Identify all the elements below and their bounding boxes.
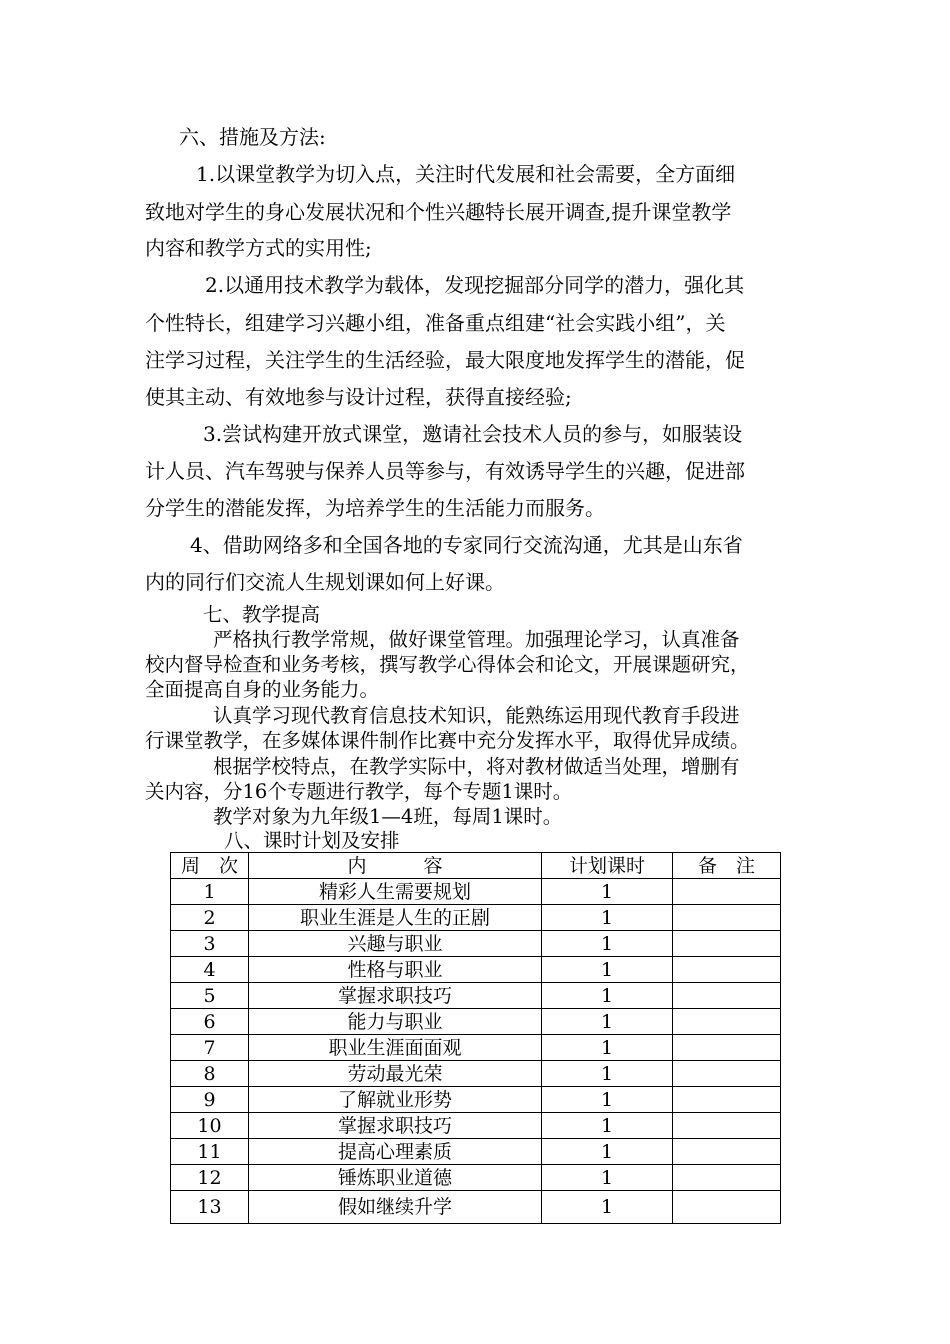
table-row <box>171 931 781 957</box>
cell-hours: 1 <box>542 879 673 905</box>
s6-p1-line2: 致地对学生的身心发展状况和个性兴趣特长展开调查,提升课堂教学 <box>145 200 732 224</box>
s6-p2-line4: 使其主动、有效地参与设计过程，获得直接经验; <box>145 385 572 409</box>
cell-hours: 1 <box>542 1035 673 1061</box>
s7-p4: 教学对象为九年级1—4班，每周1课时。 <box>213 805 563 828</box>
cell-week: 2 <box>171 905 249 931</box>
cell-hours: 1 <box>542 1061 673 1087</box>
cell-notes <box>673 957 781 983</box>
cell-hours: 1 <box>542 1113 673 1139</box>
cell-week: 6 <box>171 1009 249 1035</box>
cell-week: 10 <box>171 1113 249 1139</box>
cell-content: 职业生涯面面观 <box>249 1035 542 1061</box>
cell-week: 11 <box>171 1139 249 1165</box>
s6-p2-line2: 个性特长，组建学习兴趣小组，准备重点组建“社会实践小组”，关 <box>145 311 726 335</box>
s6-p2-line1: 2.以通用技术教学为载体，发现挖掘部分同学的潜力，强化其 <box>205 273 745 297</box>
section8-heading: 八、课时计划及安排 <box>224 829 400 852</box>
cell-content: 职业生涯是人生的正剧 <box>249 905 542 931</box>
cell-hours: 1 <box>542 905 673 931</box>
s6-p4-line2: 内的同行们交流人生规划课如何上好课。 <box>145 570 505 594</box>
cell-notes <box>673 1113 781 1139</box>
cell-week: 1 <box>171 879 249 905</box>
cell-content: 锤炼职业道德 <box>249 1165 542 1191</box>
cell-week: 3 <box>171 931 249 957</box>
cell-notes <box>673 1191 781 1224</box>
cell-notes <box>673 1139 781 1165</box>
table-row <box>171 983 781 1009</box>
cell-hours: 1 <box>542 1191 673 1224</box>
table-row <box>171 957 781 983</box>
table-header-row <box>171 853 781 879</box>
cell-week: 7 <box>171 1035 249 1061</box>
cell-content: 掌握求职技巧 <box>249 1113 542 1139</box>
cell-hours: 1 <box>542 1009 673 1035</box>
section6-heading: 六、措施及方法: <box>179 125 326 149</box>
cell-notes <box>673 983 781 1009</box>
table-row <box>171 1165 781 1191</box>
table-row <box>171 1061 781 1087</box>
cell-week: 8 <box>171 1061 249 1087</box>
table-row <box>171 1191 781 1224</box>
s6-p3-line2: 计人员、汽车驾驶与保养人员等参与，有效诱导学生的兴趣，促进部 <box>145 459 745 483</box>
cell-content: 兴趣与职业 <box>249 931 542 957</box>
s6-p3-line3: 分学生的潜能发挥，为培养学生的生活能力而服务。 <box>145 496 605 520</box>
section7-heading: 七、教学提高 <box>203 603 321 626</box>
s7-p3-line1: 根据学校特点，在教学实际中，将对教材做适当处理，增删有 <box>213 755 740 778</box>
cell-week: 5 <box>171 983 249 1009</box>
col-header-content: 内 容 <box>249 853 542 879</box>
cell-content: 能力与职业 <box>249 1009 542 1035</box>
s6-p3-line1: 3.尝试构建开放式课堂，邀请社会技术人员的参与，如服装设 <box>203 422 743 446</box>
cell-notes <box>673 1087 781 1113</box>
s7-p1-line2: 校内督导检查和业务考核，撰写教学心得体会和论文，开展课题研究， <box>145 653 750 676</box>
s6-p4-line1: 4、借助网络多和全国各地的专家同行交流沟通，尤其是山东省 <box>190 533 743 557</box>
cell-notes <box>673 1061 781 1087</box>
cell-week: 4 <box>171 957 249 983</box>
cell-content: 提高心理素质 <box>249 1139 542 1165</box>
cell-notes <box>673 1035 781 1061</box>
cell-hours: 1 <box>542 931 673 957</box>
cell-content: 性格与职业 <box>249 957 542 983</box>
s7-p2-line1: 认真学习现代教育信息技术知识，能熟练运用现代教育手段进 <box>213 704 740 727</box>
cell-hours: 1 <box>542 1165 673 1191</box>
table-row <box>171 879 781 905</box>
s7-p1-line3: 全面提高自身的业务能力。 <box>145 678 380 701</box>
s7-p3-line2: 关内容，分16个专题进行教学，每个专题1课时。 <box>145 780 573 803</box>
cell-content: 掌握求职技巧 <box>249 983 542 1009</box>
s7-p1-line1: 严格执行教学常规，做好课堂管理。加强理论学习，认真准备 <box>213 628 740 651</box>
cell-content: 精彩人生需要规划 <box>249 879 542 905</box>
cell-notes <box>673 879 781 905</box>
schedule-table <box>170 852 781 1224</box>
col-header-week: 周 次 <box>171 853 249 879</box>
s7-p2-line2: 行课堂教学，在多媒体课件制作比赛中充分发挥水平，取得优异成绩。 <box>145 729 750 752</box>
s6-p1-line1: 1.以课堂教学为切入点，关注时代发展和社会需要，全方面细 <box>196 162 736 186</box>
cell-week: 12 <box>171 1165 249 1191</box>
s6-p2-line3: 注学习过程，关注学生的生活经验，最大限度地发挥学生的潜能，促 <box>145 348 745 372</box>
table-row <box>171 1113 781 1139</box>
col-header-notes: 备 注 <box>673 853 781 879</box>
table-row <box>171 1035 781 1061</box>
cell-notes <box>673 931 781 957</box>
table-row <box>171 1009 781 1035</box>
cell-content: 了解就业形势 <box>249 1087 542 1113</box>
cell-hours: 1 <box>542 1139 673 1165</box>
cell-week: 9 <box>171 1087 249 1113</box>
cell-notes <box>673 1009 781 1035</box>
table-row <box>171 905 781 931</box>
cell-content: 劳动最光荣 <box>249 1061 542 1087</box>
col-header-hours: 计划课时 <box>542 853 673 879</box>
cell-hours: 1 <box>542 957 673 983</box>
table-row <box>171 1139 781 1165</box>
s6-p1-line3: 内容和教学方式的实用性; <box>145 236 372 260</box>
table-row <box>171 1087 781 1113</box>
cell-hours: 1 <box>542 1087 673 1113</box>
cell-content: 假如继续升学 <box>249 1191 542 1224</box>
cell-week: 13 <box>171 1191 249 1224</box>
cell-notes <box>673 1165 781 1191</box>
cell-notes <box>673 905 781 931</box>
cell-hours: 1 <box>542 983 673 1009</box>
